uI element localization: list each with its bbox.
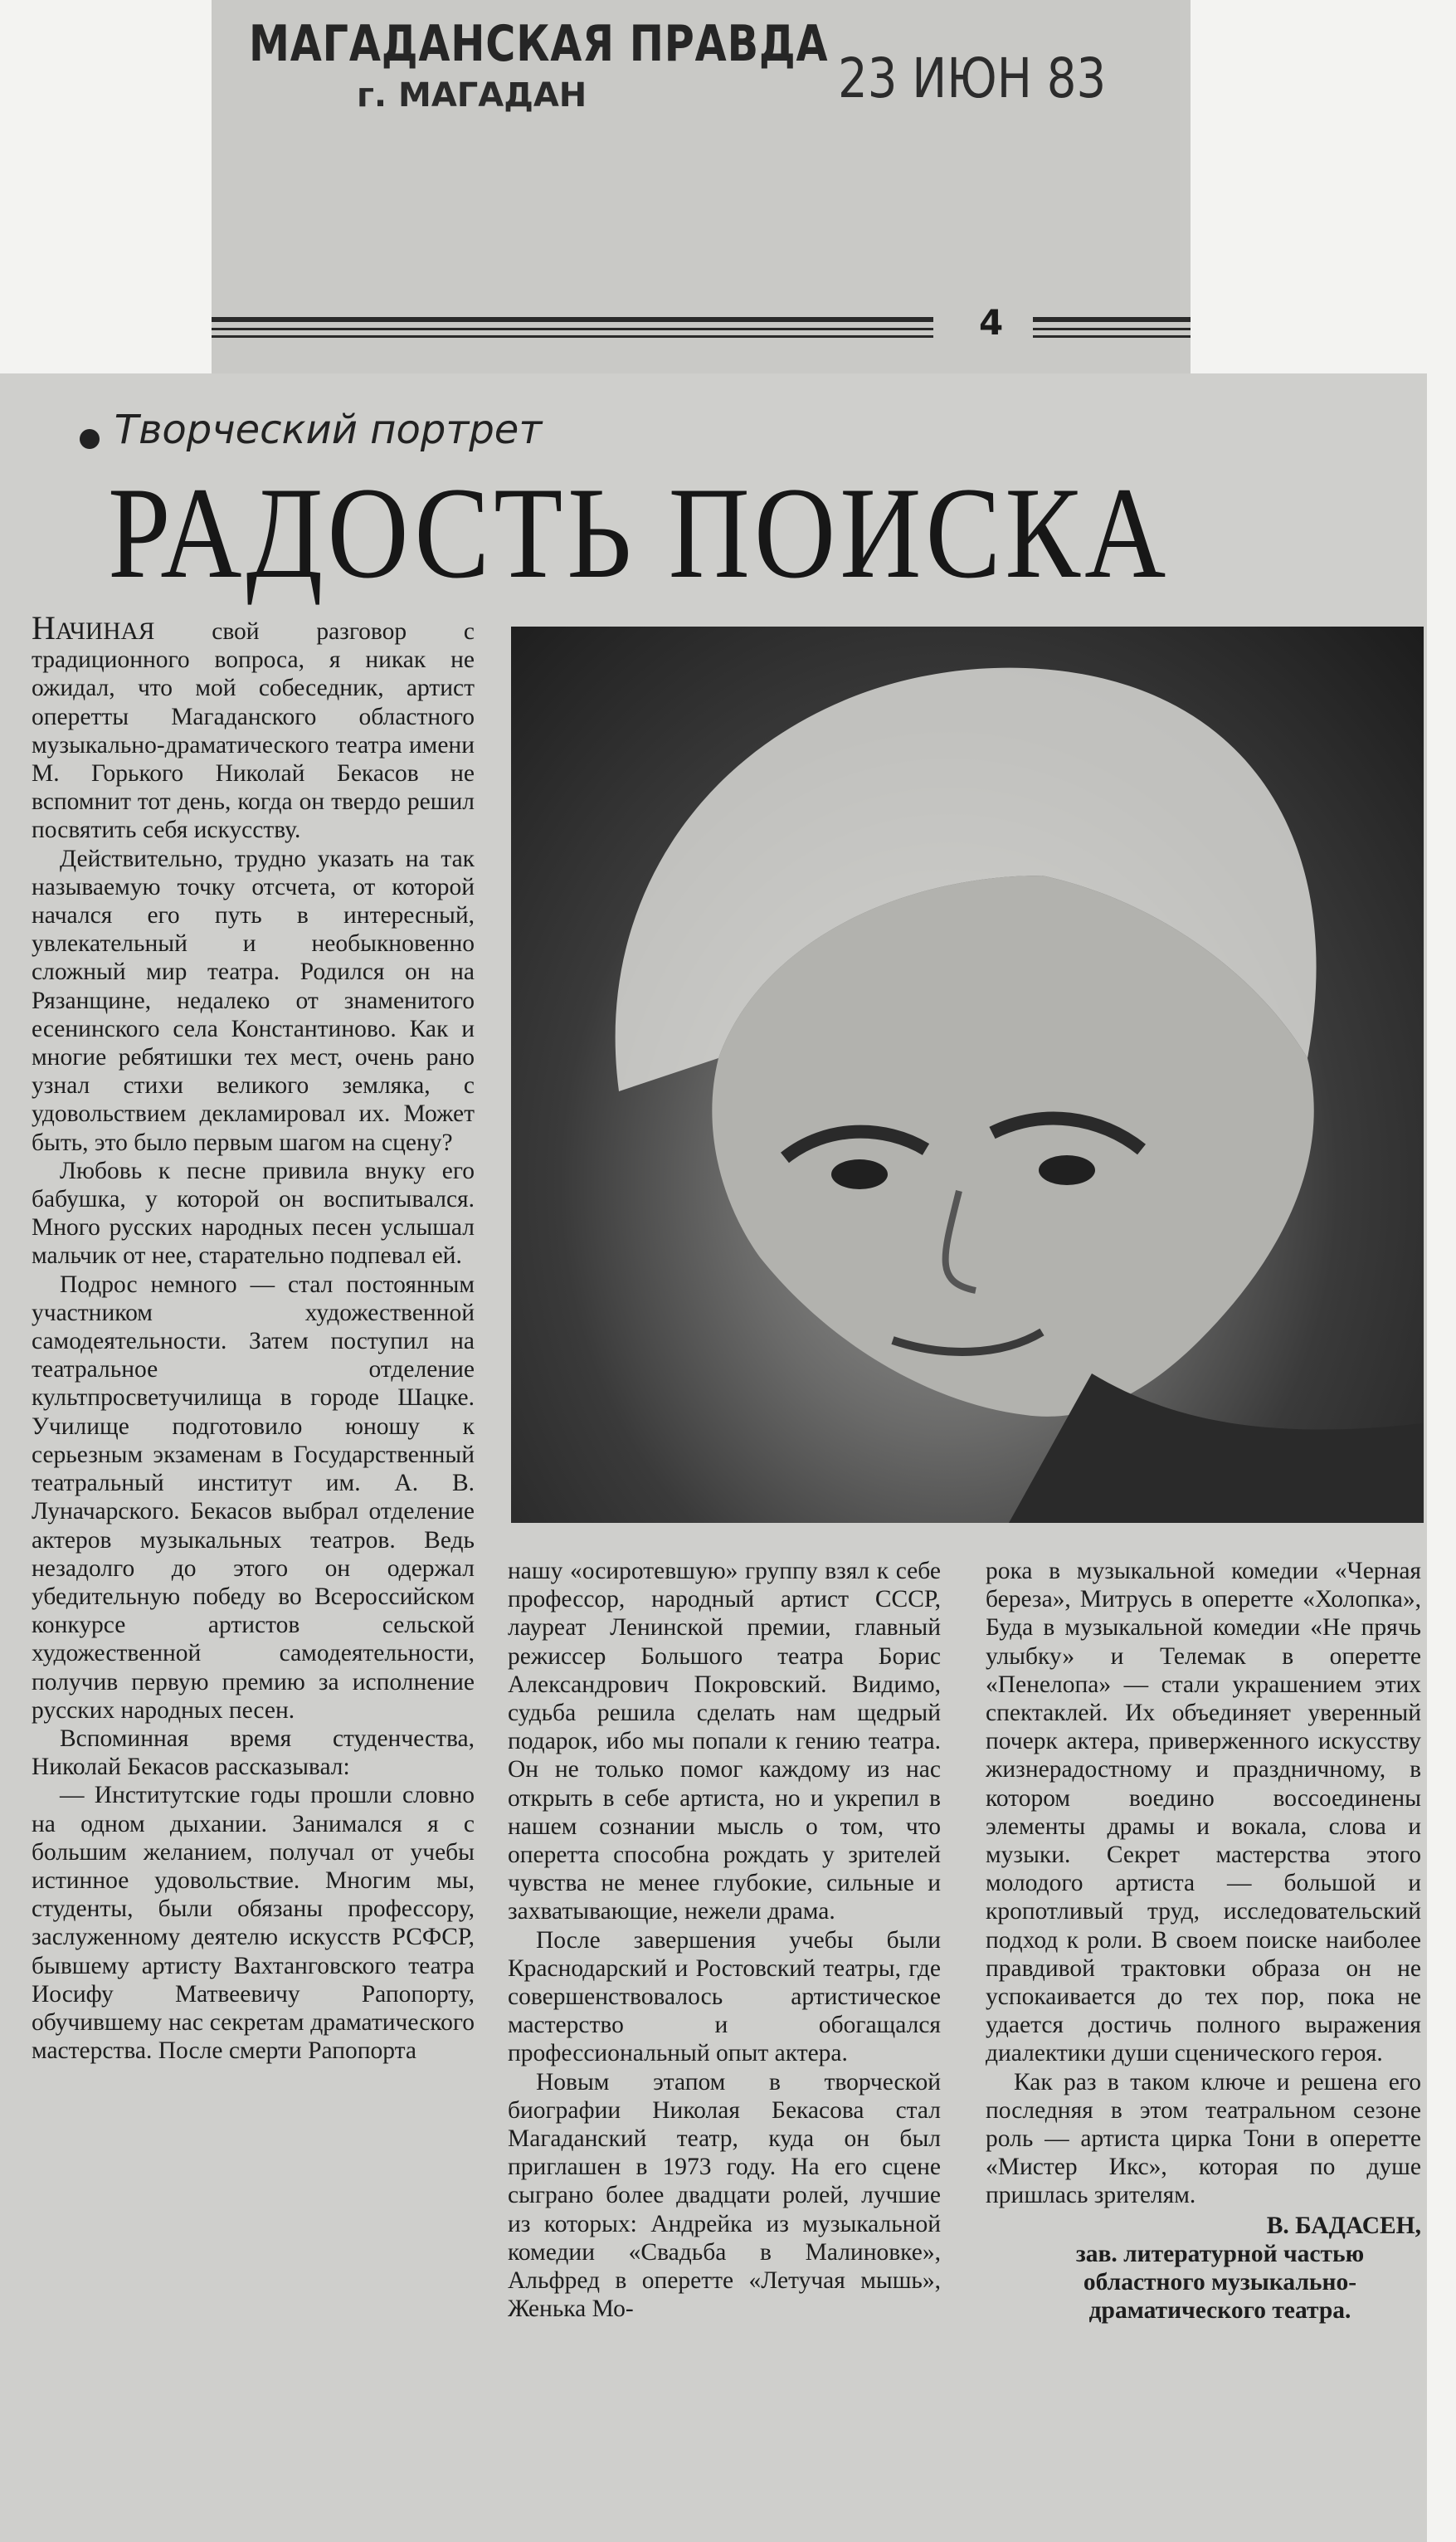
author-name: В. БАДАСЕН, bbox=[1266, 2212, 1421, 2239]
rubric: Творческий портрет bbox=[114, 407, 543, 453]
portrait-illustration bbox=[511, 627, 1424, 1523]
author-role: зав. литературной частью областного музыкально-драматического театра. bbox=[1075, 2240, 1365, 2325]
date-stamp: 23 ИЮН 83 bbox=[838, 46, 1107, 110]
headline: РАДОСТЬ ПОИСКА bbox=[108, 461, 1171, 606]
drop-cap: Н bbox=[32, 609, 56, 646]
header-rule bbox=[1033, 328, 1191, 330]
header-rule bbox=[1033, 335, 1191, 338]
article-column-1 bbox=[32, 609, 475, 2065]
paragraph: Подрос немного — стал постоянным участником художественной самодеятельности. Затем поступил на театральное отделение культпросветучилища в городе Шацке. Училище подготовило юношу к серьезным экзаменам в Государственный театральный институт им. А. В. Луначарского. Бекасов выбрал отделение актеров музыкальных театров. Ведь незадолго до этого он одержал убедительную победу во Всероссийском конкурсе артистов сельской художественной самодеятельности, получив первую премию за исполнение русских народных песен. bbox=[32, 1271, 475, 1724]
header-rule bbox=[212, 335, 933, 338]
header-rule bbox=[212, 328, 933, 330]
paragraph: Вспоминная время студенчества, Николай Бекасов рассказывал: bbox=[32, 1725, 475, 1781]
article-column-3 bbox=[986, 1557, 1421, 2325]
paragraph: Новым этапом в творческой биографии Николая Бекасова стал Магаданский театр, куда он был приглашен в 1973 году. На его сцене сыграно более двадцати ролей, лучшие из которых: Андрейка из музыкальной комедии «Свадьба в Малиновке», Альфред в оперетте «Летучая мышь», Женька Мо- bbox=[508, 2068, 941, 2323]
newspaper-stamp: МАГАДАНСКАЯ ПРАВДА bbox=[249, 15, 829, 73]
page-number: 4 bbox=[979, 302, 1004, 343]
paragraph: нашу «осиротевшую» группу взял к себе профессор, народный артист СССР, лауреат Ленинской премии, главный режиссер Большого театра Борис Александрович Покровский. Видимо, судьба решила сделать нам щедрый подарок, ибо мы попали к гению театра. Он не только помог каждому из нас открыть в себе артиста, но и укрепил в нашем сознании мысль о том, что оперетта способна рождать у зрителей чувства не менее глубокие, сильные и захватывающие, нежели драма. bbox=[508, 1558, 941, 1925]
paragraph: После завершения учебы были Краснодарский и Ростовский театры, где совершенствовалось артистическое мастерство и обогащался профессиональный опыт актера. bbox=[508, 1926, 941, 2067]
article-column-2 bbox=[508, 1557, 941, 2323]
portrait-photo bbox=[511, 627, 1424, 1523]
paragraph: — Институтские годы прошли словно на одном дыхании. Занимался я с большим желанием, получал от учебы истинное удовольствие. Многим мы, студенты, были обязаны профессору, заслуженному деятелю искусств РСФСР, бывшему артисту Вахтанговского театра Иосифу Матвеевичу Рапопорту, обучившему нас секретам драматического мастерства. После смерти Рапопорта bbox=[32, 1782, 475, 2065]
paragraph: Как раз в таком ключе и решена его последняя в этом театральном сезоне роль — артиста цирка Тони в оперетте «Мистер Икс», которая по душе пришлась зрителям. bbox=[986, 2068, 1421, 2209]
header-rule bbox=[1033, 317, 1191, 322]
paragraph: НАЧИНАЯ свой разговор с традиционного вопроса, я никак не ожидал, что мой собеседник, артист оперетты Магаданского областного музыкально-драматического театра имени М. Горького Николай Бекасов не вспомнит тот день, когда он твердо решил посвятить себя искусству. bbox=[32, 609, 475, 844]
paragraph: Действительно, трудно указать на так называемую точку отсчета, от которой начался его путь в интересный, увлекательный и необыкновенно сложный мир театра. Родился он на Рязанщине, недалеко от знаменитого есенинского села Константиново. Как и многие ребятишки тех мест, очень рано узнал стихи великого земляка, с удовольствием декламировал их. Может быть, это было первым шагом на сцену? bbox=[32, 845, 475, 1156]
paragraph: Любовь к песне привила внуку его бабушка, у которой он воспитывался. Много русских народных песен услышал мальчик от нее, старательно подпевал ей. bbox=[32, 1157, 475, 1270]
paragraph: рока в музыкальной комедии «Черная береза», Митрусь в оперетте «Холопка», Буда в музыкальной комедии «Не прячь улыбку» и Телемак в оперетте «Пенелопа» — стали украшением этих спектаклей. Их объединяет уверенный почерк актера, приверженного искусству жизнерадостному и праздничному, в котором воедино воссоединены элементы драмы и вокала, слова и музыки. Секрет мастерства этого молодого артиста — большой и кропотливый труд, исследовательский подход к роли. В своем поиске наиболее правдивой трактовки образа он не успокаивается до тех пор, пока не удается достичь полного выражения диалектики души сценического героя. bbox=[986, 1558, 1421, 2067]
city-stamp: г. МАГАДАН bbox=[357, 76, 587, 115]
header-rule bbox=[212, 317, 933, 322]
